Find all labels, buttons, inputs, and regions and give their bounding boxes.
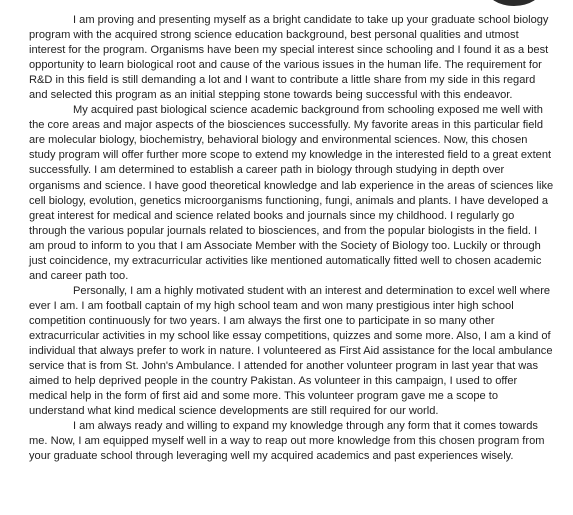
paragraph-academic-background: My acquired past biological science academic background from schooling exposed me well with the core areas and major aspects of the biosciences successfully. My favorite areas in this particular field are molecular biology, biochemistry, behavioral biology and environmental sciences. Now, this chosen study program will offer further more scope to extend my knowledge in the interested field to a great extent successfully. I am determined to establish a career path in biology through studying in depth over organisms and science. I have good theoretical knowledge and lab experience in the areas of sciences like cell biology, evolution, genetics microorganisms functioning, fungi, animals and plants. I have developed a great interest for medical and science related books and journals since my childhood. I regularly go through the various popular journals related to biosciences, and from the popular biologists in the field. I am proud to inform to you that I am Associate Member with the Society of Biology too. Luckily or through just coincidence, my extracurricular activities like mentioned automatically fitted well to chosen academic and career path too.: [29, 104, 554, 282]
paragraph-conclusion: I am always ready and willing to expand my knowledge through any form that it comes towards me. Now, I am equipped myself well in a way to reap out more knowledge from this chosen program from your graduate school through leveraging well my acquired academics and past experiences wisely.: [29, 420, 545, 463]
paragraph-introduction: I am proving and presenting myself as a bright candidate to take up your graduate school biology program with the acquired strong science education background, best personal qualities and utmost interest for the program. Organisms have been my special interest since schooling and I found it as a best opportunity to learn biological root and cause of the various issues in the human life. The requirement for R&D in this field is still demanding a lot and I want to contribute a little share from my side in this regard and selected this program as an initial stepping stone towards being successful with this endeavor.: [29, 14, 549, 102]
header-graphic: [486, 0, 542, 6]
paragraph-personal-qualities: Personally, I am a highly motivated student with an interest and determination to excel well where ever I am. I am football captain of my high school team and won many prestigious inter high school competition continuously for two years. I am always the first one to participate in so many other extracurricular activities in my school like essay competitions, quizzes and some more. Also, I am a kind of individual that always prefer to work in nature. I volunteered as First Aid assistance for the local ambulance service that is from St. John's Ambulance. I attended for another volunteer program in last year that was aimed to help deprived people in the country Pakistan. As volunteer in this campaign, I used to offer medical help in the form of first aid and some more. This volunteer program gave me a scope to understand what kind medical science developments are still required for our world.: [29, 284, 553, 418]
document-body: [29, 13, 555, 464]
